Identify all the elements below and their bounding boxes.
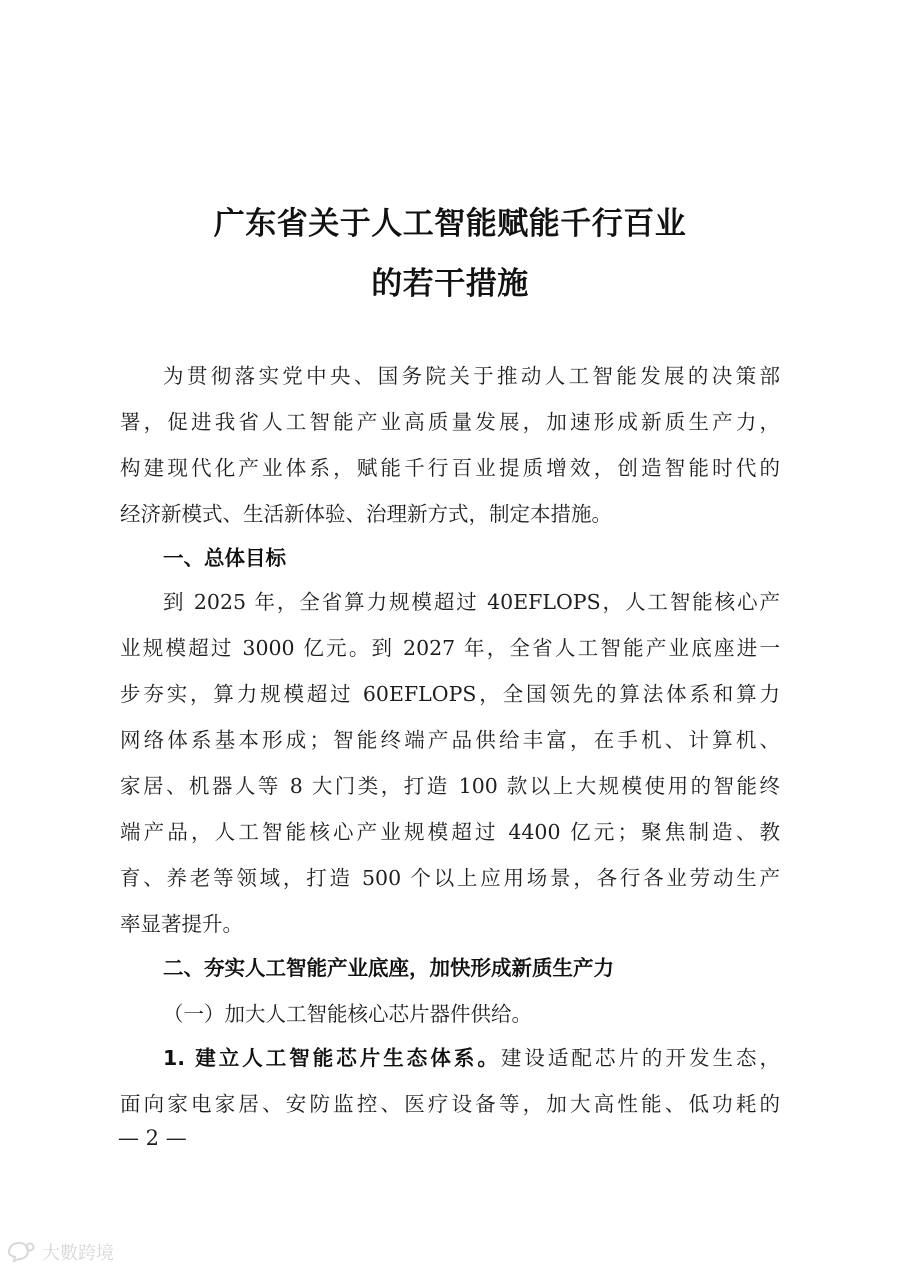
item-1-line-1 — [163, 1036, 780, 1080]
section-1-line-2: 业规模超过 3000 亿元。到 2027 年，全省人工智能产业底座进一 — [120, 636, 780, 660]
section-1-line-6: 端产品，人工智能核心产业规模超过 4400 亿元；聚焦制造、教 — [120, 820, 780, 844]
intro-line-1: 为贯彻落实党中央、国务院关于推动人工智能发展的决策部 — [163, 364, 780, 388]
item-1-line-2: 面向家电家居、安防监控、医疗设备等，加大高性能、低功耗的 — [120, 1092, 780, 1116]
section-1-line-8: 率显著提升。 — [120, 912, 243, 936]
section-2-heading: 二、夯实人工智能产业底座，加快形成新质生产力 — [163, 956, 614, 980]
section-1-line-4: 网络体系基本形成；智能终端产品供给丰富，在手机、计算机、 — [120, 728, 780, 752]
intro-line-2: 署，促进我省人工智能产业高质量发展，加速形成新质生产力， — [120, 410, 780, 434]
watermark — [6, 1238, 114, 1266]
section-1-line-7: 育、养老等领域，打造 500 个以上应用场景，各行各业劳动生产 — [120, 866, 780, 890]
section-1-line-1: 到 2025 年，全省算力规模超过 40EFLOPS，人工智能核心产 — [163, 590, 780, 614]
intro-line-4: 经济新模式、生活新体验、治理新方式，制定本措施。 — [120, 502, 612, 526]
document-title-line-1: 广东省关于人工智能赋能千行百业 — [213, 206, 687, 242]
watermark-text: 大數跨境 — [42, 1243, 114, 1264]
page-number: — 2 — — [118, 1126, 187, 1150]
item-1-text: 建设适配芯片的开发生态， — [500, 1046, 780, 1070]
chat-bubble-logo-icon — [6, 1241, 36, 1263]
document-title-line-2: 的若干措施 — [371, 266, 529, 302]
section-1-line-5: 家居、机器人等 8 大门类，打造 100 款以上大规模使用的智能终 — [120, 774, 780, 798]
subsection-1-heading: （一）加大人工智能核心芯片器件供给。 — [163, 1002, 532, 1026]
section-1-line-3: 步夯实，算力规模超过 60EFLOPS，全国领先的算法体系和算力 — [120, 682, 780, 706]
item-1-title: 1. 建立人工智能芯片生态体系。 — [163, 1046, 501, 1070]
section-1-heading: 一、总体目标 — [163, 546, 286, 570]
intro-line-3: 构建现代化产业体系，赋能千行百业提质增效，创造智能时代的 — [120, 456, 780, 480]
